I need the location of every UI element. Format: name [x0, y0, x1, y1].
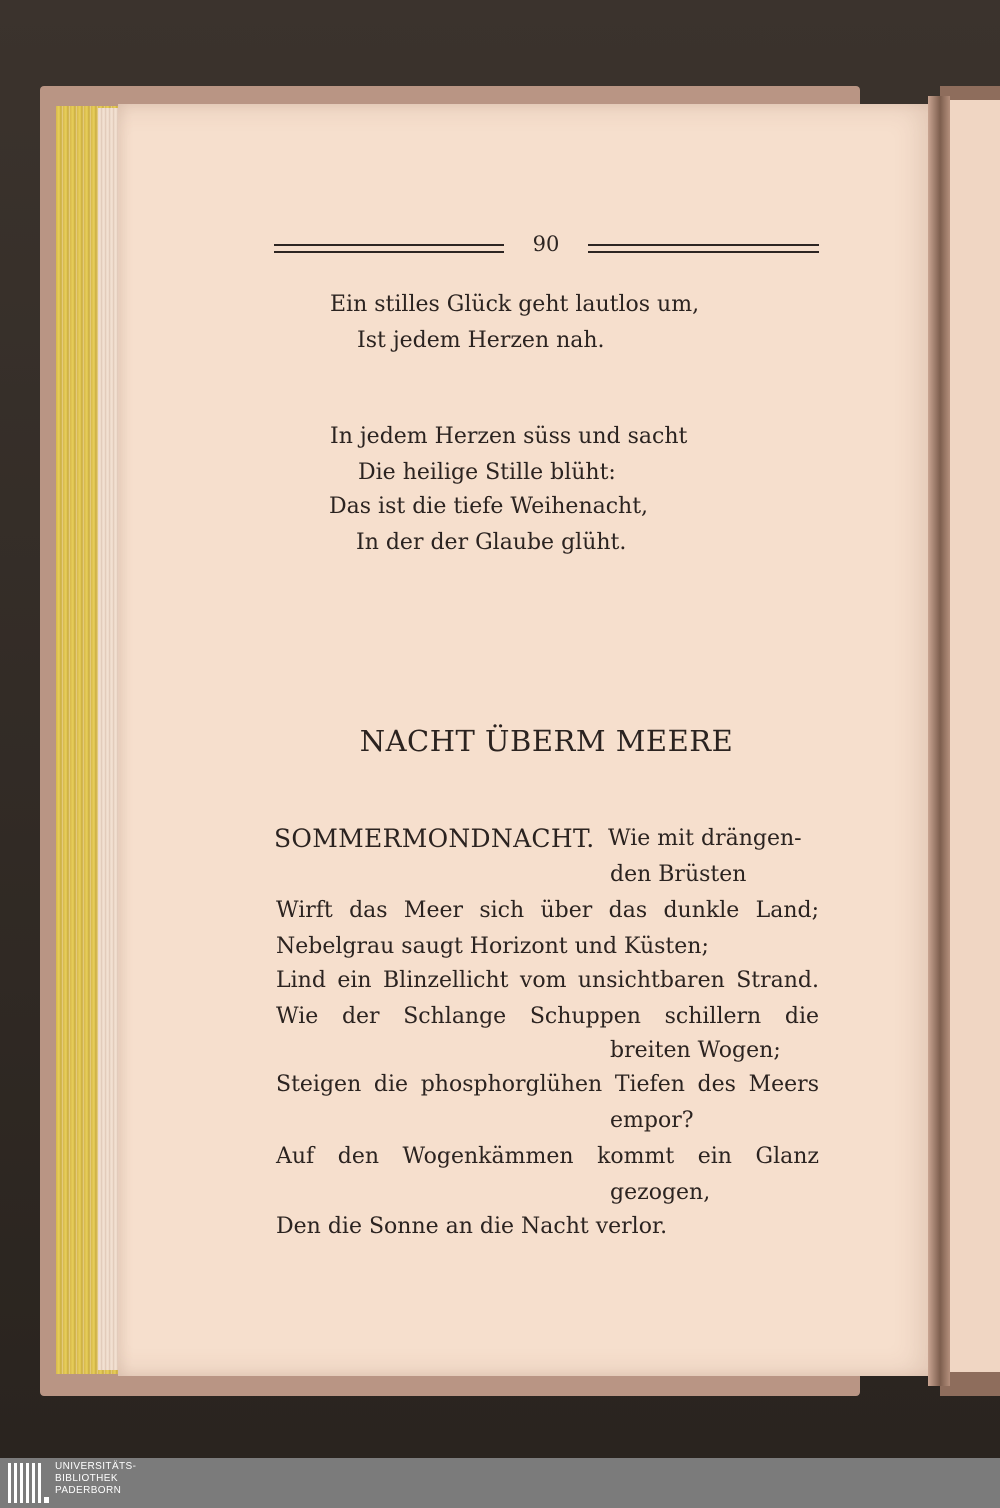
stanza2-line-1: In jedem Herzen süss und sacht — [330, 424, 688, 449]
poem-line-1-cont: den Brüsten — [610, 862, 747, 887]
library-logo-icon — [8, 1463, 48, 1503]
header-rule-right — [588, 244, 819, 253]
poem-line-3: Nebelgrau saugt Horizont und Küsten; — [276, 934, 709, 959]
page-number: 90 — [532, 232, 560, 256]
stanza1-line-2: Ist jedem Herzen nah. — [357, 328, 605, 353]
poem-line-5: Wie der Schlange Schuppen schillern die — [276, 1004, 819, 1029]
stanza2-line-4: In der der Glaube glüht. — [356, 530, 627, 555]
book-gutter — [928, 96, 950, 1386]
facing-page — [946, 100, 1000, 1372]
library-logo-text — [55, 1461, 136, 1497]
page-header — [274, 232, 819, 266]
stanza2-line-2: Die heilige Stille blüht: — [358, 460, 616, 485]
header-rule-left — [274, 244, 504, 253]
poem-line-4: Lind ein Blinzellicht vom unsichtbaren Strand. — [276, 968, 819, 993]
poem-first-word-text: SOMMERMONDNACHT. — [274, 824, 595, 853]
logo-line-2: BIBLIOTHEK — [55, 1473, 118, 1484]
poem-first-word — [274, 826, 595, 852]
poem-title: NACHT ÜBERM MEERE — [359, 724, 734, 758]
poem-line-1: Wie mit drängen- — [608, 826, 802, 851]
poem-line-5-cont: breiten Wogen; — [610, 1038, 781, 1063]
poem-line-7-cont: gezogen, — [610, 1180, 711, 1205]
poem-line-6-cont: empor? — [610, 1108, 694, 1133]
poem-line-8: Den die Sonne an die Nacht verlor. — [276, 1214, 668, 1239]
library-footer — [0, 1458, 1000, 1508]
logo-line-3: PADERBORN — [55, 1485, 122, 1496]
stanza1-line-1: Ein stilles Glück geht lautlos um, — [330, 292, 700, 317]
poem-line-6: Steigen die phosphorglühen Tiefen des Meers — [276, 1072, 819, 1097]
stanza2-line-3: Das ist die tiefe Weihenacht, — [329, 494, 649, 519]
poem-line-7: Auf den Wogenkämmen kommt ein Glanz — [276, 1144, 819, 1169]
poem-line-2: Wirft das Meer sich über das dunkle Land; — [276, 898, 819, 923]
logo-line-1: UNIVERSITÄTS- — [55, 1461, 137, 1472]
